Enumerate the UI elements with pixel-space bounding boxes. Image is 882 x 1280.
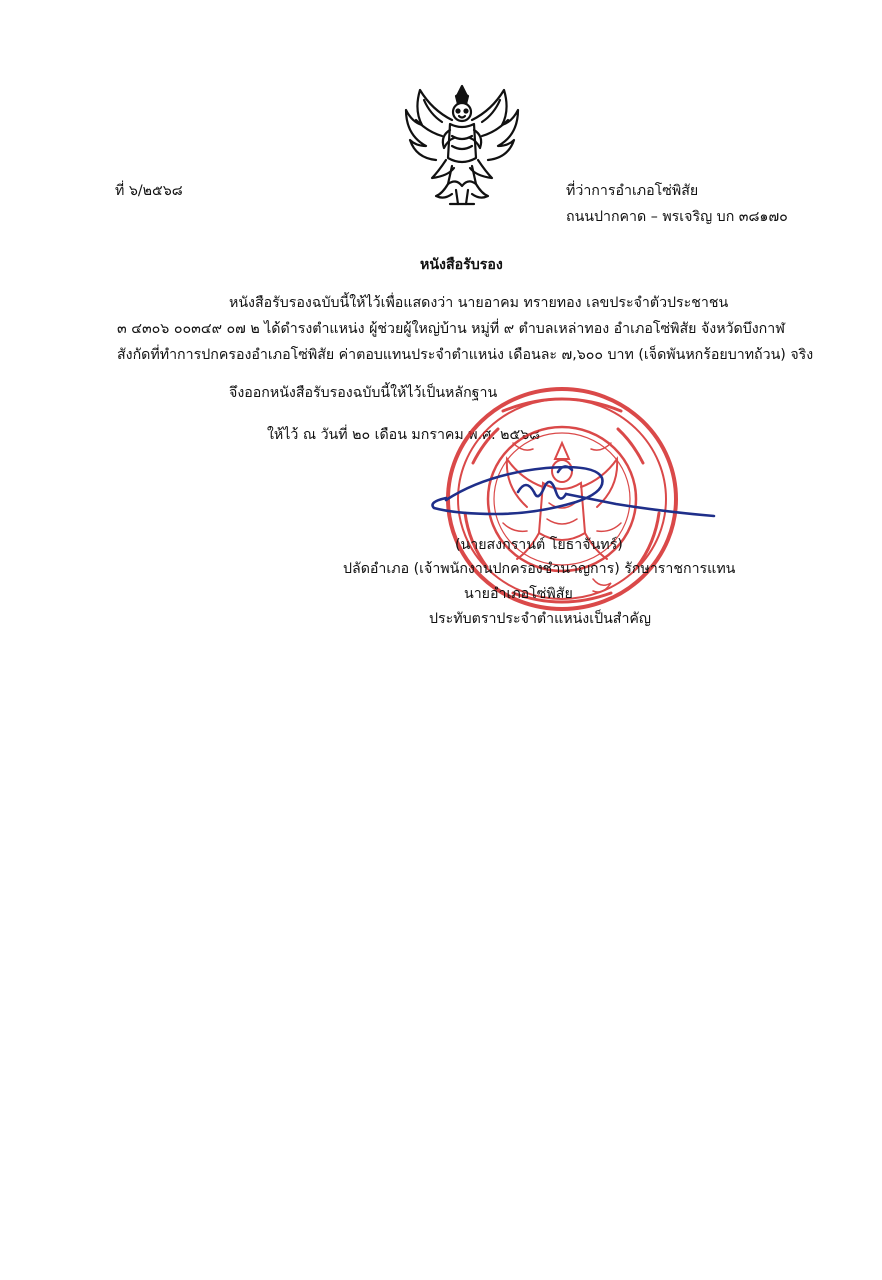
- seal-statement: ประทับตราประจำตำแหน่งเป็นสำคัญ: [429, 611, 651, 627]
- body-line-2: ๓ ๔๓๐๖ ๐๐๓๔๙ ๐๗ ๒ ได้ดำรงตำแหน่ง ผู้ช่วยผู้ใหญ่บ้าน หมู่ที่ ๙ ตำบลเหล่าทอง อำเภอโซ่พิสัย จังหวัดบึงกาฬ: [117, 321, 785, 337]
- body-line-4: จึงออกหนังสือรับรองฉบับนี้ให้ไว้เป็นหลักฐาน: [229, 385, 498, 401]
- body-line-1: หนังสือรับรองฉบับนี้ให้ไว้เพื่อแสดงว่า นายอาคม ทรายทอง เลขประจำตัวประชาชน: [229, 295, 729, 311]
- signatory-position: ปลัดอำเภอ (เจ้าพนักงานปกครองชำนาญการ) รักษาราชการแทน: [343, 561, 736, 577]
- document-number: ที่ ๖/๒๕๖๘: [115, 183, 183, 199]
- office-address-line2: ถนนปากคาด – พรเจริญ บก ๓๘๑๗๐: [566, 209, 788, 225]
- issue-date: ให้ไว้ ณ วันที่ ๒๐ เดือน มกราคม พ.ศ. ๒๕๖๘: [267, 427, 541, 443]
- garuda-emblem: [402, 80, 522, 208]
- document-title: หนังสือรับรอง: [420, 257, 503, 273]
- signatory-acting-position: นายอำเภอโซ่พิสัย: [464, 586, 573, 602]
- office-address-line1: ที่ว่าการอำเภอโซ่พิสัย: [566, 183, 699, 199]
- signatory-name: (นายสงกรานต์ โยธาจันทร์): [455, 537, 623, 553]
- handwritten-signature: [426, 452, 726, 534]
- body-line-3: สังกัดที่ทำการปกครองอำเภอโซ่พิสัย ค่าตอบแทนประจำตำแหน่ง เดือนละ ๗,๖๐๐ บาท (เจ็ดพันหกร้อยบาทถ้วน) จริง: [117, 347, 814, 363]
